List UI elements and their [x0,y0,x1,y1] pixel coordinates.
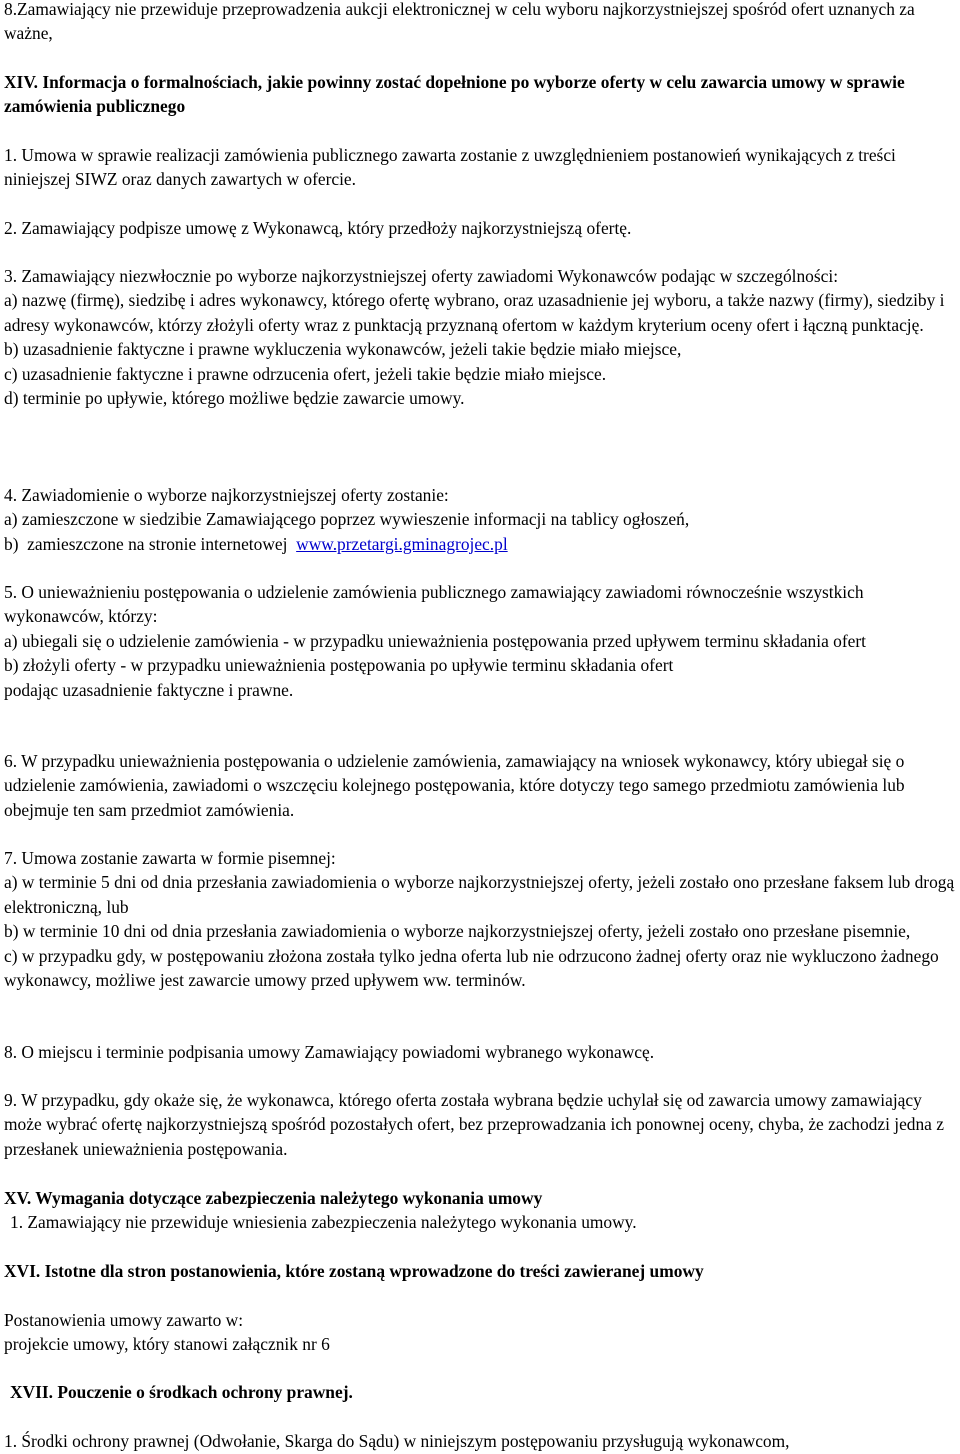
section-xvi-heading [4,1259,960,1283]
paragraph-text: 1. Umowa w sprawie realizacji zamówienia publicznego zawarta zostanie z uwzględnieniem postanowień wynikających z treści niniejszej SIWZ oraz danych zawartych w ofercie. [4,145,896,190]
section-xvii-heading [4,1380,960,1404]
paragraph-text: 1. Środki ochrony prawnej (Odwołanie, Skarga do Sądu) w niniejszym postępowaniu przysługują wykonawcom, [4,1431,790,1451]
xiv-paragraph-4 [4,483,960,556]
paragraph-text: Postanowienia umowy zawarto w: [4,1310,244,1330]
list-item: a) w terminie 5 dni od dnia przesłania zawiadomienia o wyborze najkorzystniejszej oferty, jeżeli zostało ono przesłane faksem lub drogą elektroniczną, lub [4,872,955,917]
section-xiv-heading [4,70,960,119]
list-item-text: b) zamieszczone na stronie internetowej [4,533,297,554]
section-xvi-body [4,1308,960,1357]
list-item [4,532,960,556]
paragraph-text: 1. Zamawiający nie przewiduje wniesienia zabezpieczenia należytego wykonania umowy. [10,1212,637,1233]
list-item: c) uzasadnienie faktyczne i prawne odrzucenia ofert, jeżeli takie będzie miało miejsce. [4,363,607,384]
paragraph-intro: 5. O unieważnieniu postępowania o udzielenie zamówienia publicznego zamawiający zawiadomi równocześnie wszystkich wykonawców, którzy: [4,582,864,627]
xiv-paragraph-7 [4,846,960,992]
xiv-paragraph-5 [4,580,960,702]
paragraph-text: projekcie umowy, który stanowi załącznik nr 6 [4,1334,330,1355]
list-item: a) nazwę (firmę), siedzibę i adres wykonawcy, którego ofertę wybrano, oraz uzasadnienie jej wyboru, a także nazwy (firmy), siedziby i adresy wykonawców, którzy złożyli oferty wraz z punktacją przyznaną ofertom w każdym kryterium oceny ofert i łączną punktację. [4,290,945,335]
paragraph-text: 9. W przypadku, gdy okaże się, że wykonawca, którego oferta została wybrana będzie uchylał się od zawarcia umowy zamawiający może wybrać ofertę najkorzystniejszą spośród pozostałych ofert, bez przeprowadzania ich ponownej oceny, chyba, że zachodzi jedna z przesłanek unieważnienia postępowania. [4,1090,944,1159]
section-heading: XVII. Pouczenie o środkach ochrony prawnej. [10,1382,353,1402]
paragraph-intro: 3. Zamawiający niezwłocznie po wyborze najkorzystniejszej oferty zawiadomi Wykonawców podając w szczególności: [4,266,839,286]
paragraph-text: 8.Zamawiający nie przewiduje przeprowadzenia aukcji elektronicznej w celu wyboru najkorzystniejszej spośród ofert uznanych za ważne, [4,0,915,44]
website-link[interactable]: www.przetargi.gminagrojec.pl [296,533,508,554]
section-heading: XVI. Istotne dla stron postanowienia, które zostaną wprowadzone do treści zawieranej umowy [4,1261,704,1281]
xiv-paragraph-1 [4,143,960,192]
paragraph-ending: podając uzasadnienie faktyczne i prawne. [4,679,294,700]
list-item: b) złożyli oferty - w przypadku unieważnienia postępowania po upływie terminu składania ofert [4,655,674,676]
list-item: b) uzasadnienie faktyczne i prawne wykluczenia wykonawców, jeżeli takie będzie miało miejsce, [4,339,682,360]
paragraph-intro: 7. Umowa zostanie zawarta w formie pisemnej: [4,848,336,868]
paragraph-intro: 4. Zawiadomienie o wyborze najkorzystniejszej oferty zostanie: [4,485,449,505]
paragraph-8-auction [4,0,960,46]
list-item: a) zamieszczone w siedzibie Zamawiającego poprzez wywieszenie informacji na tablicy ogłoszeń, [4,509,690,530]
paragraph-text: 6. W przypadku unieważnienia postępowania o udzielenie zamówienia, zamawiający na wniosek wykonawcy, który ubiegał się o udzielenie zamówienia, zawiadomi o wszczęciu kolejnego postępowania, które dotyczy tego samego przedmiotu zamówienia lub obejmuje ten sam przedmiot zamówienia. [4,751,905,820]
list-item: c) w przypadku gdy, w postępowaniu złożona została tylko jedna oferta lub nie odrzucono żadnej oferty oraz nie wykluczono żadnego wykonawcy, możliwe jest zawarcie umowy przed upływem ww. terminów. [4,945,939,991]
section-heading: XV. Wymagania dotyczące zabezpieczenia należytego wykonania umowy [4,1188,543,1208]
xiv-paragraph-6 [4,749,960,822]
list-item: a) ubiegali się o udzielenie zamówienia - w przypadku unieważnienia postępowania przed upływem terminu składania ofert [4,630,866,651]
xiv-paragraph-8 [4,1040,960,1064]
list-item: d) terminie po upływie, którego możliwe będzie zawarcie umowy. [4,388,465,409]
section-heading: XIV. Informacja o formalnościach, jakie powinny zostać dopełnione po wyborze oferty w celu zawarcia umowy w sprawie zamówienia publicznego [4,72,905,117]
xvii-paragraph-1 [4,1429,960,1453]
xiv-paragraph-3 [4,264,960,410]
paragraph-text: 8. O miejscu i terminie podpisania umowy Zamawiający powiadomi wybranego wykonawcę. [4,1042,655,1062]
section-xv [4,1186,960,1235]
list-item: b) w terminie 10 dni od dnia przesłania zawiadomienia o wyborze najkorzystniejszej oferty, jeżeli zostało ono przesłane pisemnie, [4,921,911,942]
paragraph-text: 2. Zamawiający podpisze umowę z Wykonawcą, który przedłoży najkorzystniejszą ofertę. [4,218,632,238]
xiv-paragraph-2 [4,216,960,240]
xiv-paragraph-9 [4,1088,960,1161]
